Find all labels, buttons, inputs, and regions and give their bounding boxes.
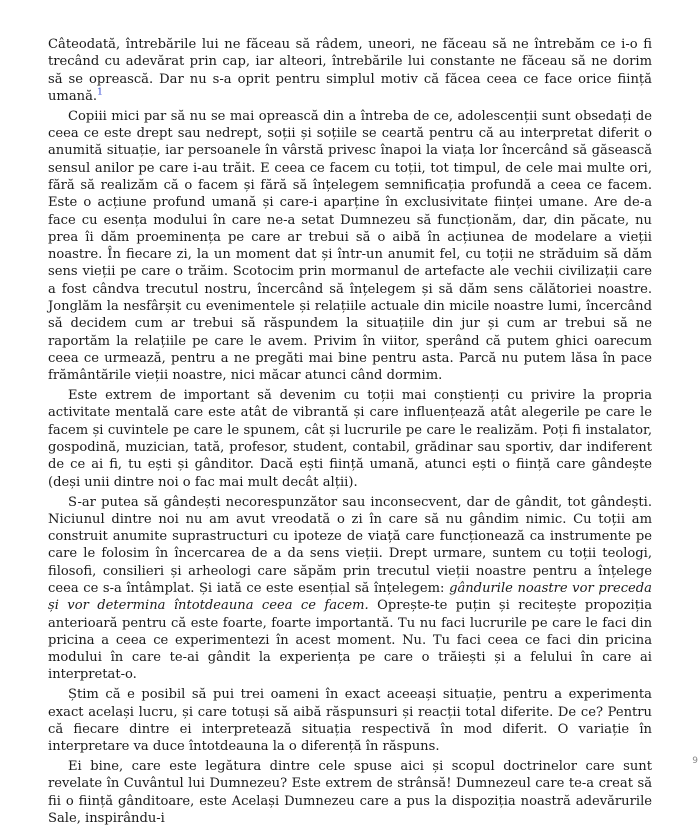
paragraph-text: Știm că e posibil să pui trei oameni în exact aceeași situație, pentru a experimenta exact același lucru, și care totuși să aibă răspunsuri și reacții total diferite. De ce? Pentru că fiecare dintre ei interpretează situația respectivă în mod diferit. O variație în interpretare va duce întotdeauna la o diferență în răspuns. — [48, 687, 652, 755]
paragraph — [48, 686, 652, 755]
paragraph-text: Copiii mici par să nu se mai oprească din a întreba de ce, adolescenții sunt obsedați de ceea ce este drept sau nedrept, soții și soțiile se ceartă pentru că au interpretat diferit o anumită situație, iar persoanele în vârstă privesc înapoi la viața lor încercând să găsească sensul anilor pe care i-au trăit. E ceea ce facem cu toții, tot timpul, de cele mai multe ori, fără să realizăm că o facem și fără să înțelegem semnificația profundă a ceea ce facem. Este o acțiune profund umană și care-i aparține în exclusivitate ființei umane. Are de-a face cu esența modului în care ne-a setat Dumnezeu să funcționăm, dar, din păcate, nu prea îi dăm proeminența pe care ar trebui să o aibă în acțiunea de modelare a vieții noastre. În fiecare zi, la un moment dat și într-un anumit fel, cu toții ne străduim să dăm sens vieții pe care o trăim. Scotocim prin mormanul de artefacte ale vechii civilizații care a fost cândva trecutul nostru, încercând să înțelegem și să dăm sens călătoriei noastre. Jonglăm la nesfârșit cu evenimentele și relațiile actuale din micile noastre lumi, încercând să decidem cum ar trebui să răspundem la situațiile din jur și cum ar trebui să ne raportăm la relațiile pe care le avem. Privim în viitor, sperând că putem ghici oarecum ceea ce urmează, pentru a ne pregăti mai bine pentru asta. Parcă nu putem lăsa în pace frământările vieții noastre, nici măcar atunci când dormim. — [48, 108, 652, 384]
page-number: 9 — [692, 756, 698, 766]
paragraph — [48, 758, 652, 827]
document-page — [48, 36, 652, 830]
paragraph — [48, 494, 652, 684]
paragraph-text: Ei bine, care este legătura dintre cele spuse aici și scopul doctrinelor care sunt revelate în Cuvântul lui Dumnezeu? Este extrem de strânsă! Dumnezeul care te-a creat să fii o ființă gânditoare, este Același Dumnezeu care a pus la dispoziția noastră adevărurile Sale, inspirându-i — [48, 759, 652, 827]
paragraph — [48, 36, 652, 105]
emphasized-text: gândurile noastre vor preceda și vor determina întotdeauna ceea ce facem. — [48, 580, 652, 614]
paragraph-text: S-ar putea să gândești necorespunzător sau inconsecvent, dar de gândit, tot gândești. Niciunul dintre noi nu am avut vreodată o zi în care să nu gândim nimic. Cu toții am construit anumite suprastructuri cu ipoteze de viață care funcționează ca instrumente pe care le folosim în încercarea de a da sens vieții. Drept urmare, suntem cu toții teologi, filosofi, consilieri și arheologi care săpăm prin trecutul vieții noastre pentru a înțelege ceea ce s-a întâmplat. Și iată ce este esențial să înțelegem: — [48, 494, 652, 596]
paragraph — [48, 387, 652, 491]
paragraph-text: Câteodată, întrebările lui ne făceau să râdem, uneori, ne făceau să ne întrebăm ce i-o fi trecând cu adevărat prin cap, iar alteori, întrebările lui constante ne făceau să ne dorim să se oprească. Dar nu s-a oprit pentru simplul motiv că făcea ceea ce face orice ființă umană. — [48, 37, 652, 104]
paragraph — [48, 108, 652, 385]
paragraph-text: Oprește-te puțin și recitește propoziția anterioară pentru că este foarte, foarte importantă. Tu nu faci lucrurile pe care le faci din pricina a ceea ce experimentezi în acest moment. Nu. Tu faci ceea ce faci din pricina modului în care te-ai gândit la experiența pe care o trăiești și a felului în care ai interpretat-o. — [48, 598, 652, 683]
paragraph-text: Este extrem de important să devenim cu toții mai conștienți cu privire la propria activitate mentală care este atât de vibrantă și care influențează atât alegerile pe care le facem și cuvintele pe care le spunem, cât și lucrurile pe care le realizăm. Poți fi instalator, gospodină, muzician, tată, profesor, student, contabil, grădinar sau sportiv, dar indiferent de ce ai fi, tu ești și gânditor. Dacă ești ființă umană, atunci ești o ființă care gândește (deși unii dintre noi o fac mai mult decât alții). — [48, 388, 652, 490]
footnote-reference-link[interactable]: 1 — [97, 87, 103, 98]
